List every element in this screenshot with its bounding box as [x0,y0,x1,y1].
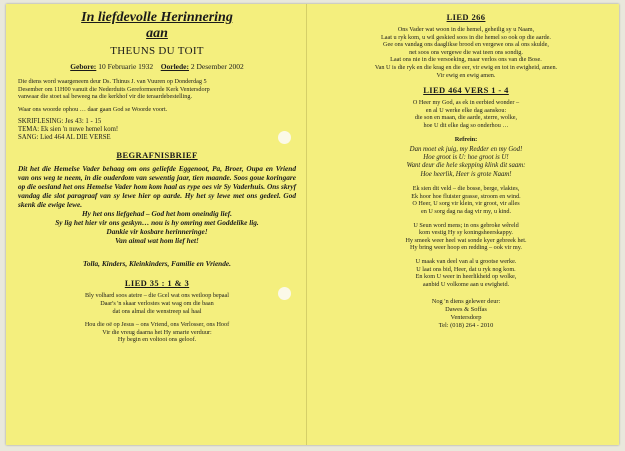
notice-body: Dit het die Hemelse Vader behaag om ons geliefde Eggenoot, Pa, Broer, Oupa en Vriend van ons weg te neem, in die ouderdom van sewentig jaar, tien maande. Soos goue koringare op die oesland het ons Hemelse Vader hom kom haal as rype oes vir Sy Vaderhuis. Ons skryf vandag die slot paragraaf van sy lewe hier op aarde. Hy het sy lewe met ons gedeel. God skenk die ewige lewe. [18,164,296,210]
died-date: 2 Desember 2002 [190,62,244,71]
family-signature: Tolla, Kinders, Kleinkinders, Familie en Vriende. [83,259,231,269]
died-label: Oorlede: [160,62,190,71]
life-dates [18,62,296,71]
born-date: 10 Februarie 1932 [98,62,154,71]
refrain: Dan moet ek juig, my Redder en my God! Hoe groot is U: hoe groot is U! Want deur die hele skepping klink dit saam: Hoe heerlik, Heer is grote Naam! [406,145,526,178]
hymn-266-heading: LIED 266 [446,12,486,22]
memorial-title-aan: aan [146,26,168,41]
hymn-464-verse-2: Ek sien dit veld – die bosse, berge, vlaktes, Ek hoor hoe fluister grasse, stroom en wind. O Heer, U sorg vir klein, vir groot, vir alles en U sorg dag na dag vir my, u kind. [411,185,521,215]
quote-line: Waar ons woorde ophou … daar gaan God se Woorde voort. [18,105,168,113]
hymn-35-heading: LIED 35 : 1 & 3 [124,278,190,289]
born-label: Gebore: [70,62,97,71]
memorial-title: In liefdevolle Herinnering [81,10,233,25]
service-intro: Die diens word waargeneem deur Ds. Thinus J. van Vuuren op Donderdag 5 Desember om 11H00 vanuit die Nederduits Gereformeerde Kerk Ventersdorp vanwaar die stoet sal beweeg na die kerkhof vir die teraardebestelling. [18,78,210,101]
sermon-theme: TEMA: Ek sien 'n nuwe hemel kom! [18,126,119,134]
deceased-name: THEUNS DU TOIT [110,45,204,57]
hymn-35-verse-3: Hou die oë op Jesus – ons Vriend, ons Verlosser, ons Hoof Vir die vreug daarna het Hy smarte verduur: Hy begin en voltooi ons geloof. [84,321,230,344]
service-details [18,118,296,142]
right-page [330,10,602,329]
hymn-464-verse-1: O Heer my God, as ek in eerbied wonder – en al U werke elke dag aanskou: die son en maan, die aarde, sterre, wolke, hoe U dit elke dag so onderhou … [412,99,520,129]
refrain-label: Refrein: [454,135,478,143]
hymn-35-verse-1: Bly volhard soos ateire – die Gcel wat ons weiloop bepaal Daar's 'n skaar verlostes wat wag om die baan dat ons almal die wenstreep sal haal [85,292,229,315]
fold-line [306,4,307,445]
hymn-464-heading: LIED 464 VERS 1 - 4 [423,85,509,96]
left-page [18,10,296,350]
hymn-266-verse: Ons Vader wat woon in die hemel, geheilig sy u Naam, Laat u ryk kom, u wil geskied soos in die hemel so ook op die aarde. Gee ons vandag ons daaglikse brood en vergewe ons al ons skulde, net soos ons vergewe die wat teen ons sondig. Laat ons nie in die versoeking, maar verlos ons van die Bose. Van U is die ryk en die krag en die eer, vir ewig en tot in ewigheid, amen. Vir ewig en ewig amen. [374,26,558,79]
scripture-reading: SKRIFLESING: Jes 43: 1 - 15 [18,118,102,126]
hymn-464-verse-4: U maak van deel van al u grootse werke. U laat ons bid, Heer, dat u ryk nog kom. En kom U weer in heerlikheid op wolke, aanbid U volkome aan u ewigheid. [415,257,517,288]
hymn-464-verse-3: U Seun word mens; in ons gebroke wêreld kom vestig Hy sy koningsheerskappy. Hy smeek weer heel wat sonde kyer gebreek het. Hy bring weer hoop en redding – ook vir my. [405,221,527,252]
notice-heading: BEGRAFNISBRIEF [116,150,198,161]
song-line: SANG: Lied 464 AL DIE VERSE [18,134,111,142]
notice-center-lines: Hy het ons liefgehad – God het hom oneindig lief. Sy lig het hier vir ons geskyn… nou is hy omring met Goddelike lig. Dankie vir kosbare herinneringe! Van aimal wat hom lief het! [55,209,259,246]
funeral-home-credit: Nog 'n diens gelewer deur: Dawes & Soffas Ventersdorp Tel: (018) 264 - 2010 [431,298,501,329]
